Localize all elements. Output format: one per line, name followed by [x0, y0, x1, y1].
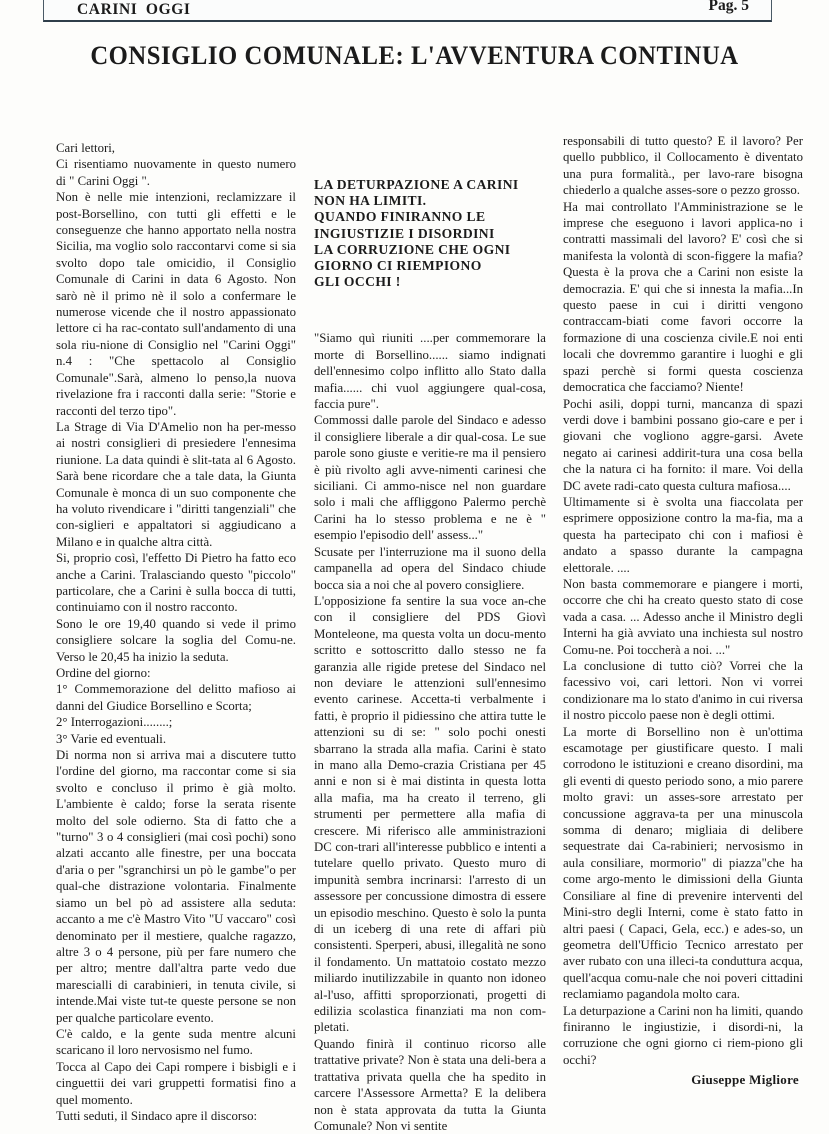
paragraph: La morte di Borsellino non è un'ottima escamotage per giustificare questo. I mali corrodono le istituzioni e creano disordini, ma gli eventi di questo periodo sono, a mio parere molto gravi: un asses-sore arrestato per concussione aggrava-ta per una minuscola somma di denaro; migliaia di delibere sequestrate dai Ca-rabinieri; nervosismo in aula consiliare, mormorio" di piazza"che ha come argo-mento le dimissioni della Giunta Consiliare al fine di prevenire interventi del Mini-stro degli Interni, come è stato fatto in altri paesi ( Capaci, Gela, ecc.) e ades-so, un geometra dell'Ufficio Tecnico arrestato per aver rubato con una illeci-ta conduttura acqua, quell'acqua comu-nale che noi poveri cittadini reclamiamo pagandola molto cara.: [563, 724, 803, 1002]
paragraph: Scusate per l'interruzione ma il suono della campanella ad opera del Sindaco chiude bocca sia a noi che al povero consigliere.: [314, 544, 546, 592]
headline-line: GLI OCCHI !: [314, 274, 401, 290]
article-title: CONSIGLIO COMUNALE: L'AVVENTURA CONTINUA: [90, 40, 739, 70]
paragraph: Tutti seduti, il Sindaco apre il discorso:: [56, 1108, 258, 1123]
paragraph: La Strage di Via D'Amelio non ha per-messo ai nostri consiglieri di presiedere l'ennesima riunione. La data quindi è slit-tata al 6 Agosto. Sarà bene ricordare che a tale data, la Giunta Comunale è monca di un suo componente che ha voluto rivendicare i "diritti tangenziali" che con-siglieri e appaltatori si aggiudicano a Milano e in qualche altra città.: [56, 419, 296, 549]
agenda-heading: Ordine del giorno:: [56, 666, 151, 680]
paragraph: Sono le ore 19,40 quando si vede il primo consigliere solcare la soglia del Comu-ne. Verso le 20,45 ha inizio la seduta.: [56, 616, 296, 664]
headline-line: INGIUSTIZIE I DISORDINI: [314, 225, 495, 241]
paragraph: Cari lettori,: [56, 141, 115, 155]
publication-name: CARINI OGGI: [77, 1, 191, 18]
headline-line: LA DETURPAZIONE A CARINI: [314, 177, 519, 192]
paragraph: Di norma non si arriva mai a discutere tutto l'ordine del giorno, ma raccontar come si sia svolto e concluso il primo è già molto. L'ambiente è caldo; forse la serata risente molto del sole odierno. Sta di fatto che a "turno" 3 o 4 consiglieri (mai così pochi) sono alzati accanto alle finestre, per una boccata d'aria o per "sgranchirsi un pò le gambe"o per qual-che distrazione volontaria. Finalmente siamo un bel pò ad assistere alla seduta: accanto a me c'è Mastro Vito "U vaccaro" così denominato per il mestiere, qualche ragazzo, altre 3 o 4 persone, più per fare numero che per altro; mentre dall'altra parte vedo due marescialli di carabinieri, in tenuta civile, si intende.Mai viste tut-te queste persone se non per qualche particolare evento.: [56, 748, 296, 1025]
paragraph: La conclusione di tutto ciò? Vorrei che la facessivo voi, cari lettori. Non vi vorrei condizionare ma lo stato d'animo in cui riversa il nostro piccolo paese non è degli ottimi.: [563, 659, 803, 723]
author-signature: Giuseppe Migliore: [691, 1072, 799, 1088]
paragraph: responsabili di tutto questo? E il lavoro? Per quello pubblico, il Collocamento è diventato una pura formalità., per lavo-rare bisogna chiederlo a qualche asses-sore o pezzo grosso.: [563, 134, 803, 198]
paragraph: L'opposizione fa sentire la sua voce an-che con il consigliere del PDS Giovì Monteleone, ma questa volta un docu-mento scritto e sottoscritto dallo stesso ne fa garanzia alle rigide pretese del Sindaco nel non deviare le attenzioni sull'ennesimo evento carinese. Accetta-ti verbalmente i fatti, è proprio il pidiessino che attira tutte le attenzioni su di se: " solo pochi onesti sbarrano la strada alla mafia. Carini è stato in mano alla Demo-crazia Cristiana per 45 anni e non si è mai distinta in questa lotta alla mafia, ma ha creato il terreno, gli strumenti per permettere alla mafia di crescere. Mi riferisco alle amministrazioni DC con-trari all'interesse pubblico e intenti a tutelare quello privato. Questo muro di impunità sembra incrinarsi: l'arresto di un assessore per concussione dimostra di essere un episodio meschino. Questo è solo la punta di un iceberg di una rete di affari più consistenti. Sperperi, abusi, illegalità ne sono il fondamento. Un mattatoio costato mezzo miliardo inutilizzabile in quanto non idoneo al-l'uso, affitti sproporzionati, progetti di edilizia scolastica finanziati ma non com-pletati.: [314, 593, 546, 1035]
headline-line: LA CORRUZIONE CHE OGNI: [314, 241, 511, 257]
paragraph: Non è nelle mie intenzioni, reclamizzare il post-Borsellino, con tutti gli effetti e le conseguenze che hanno apportato nella nostra Sicilia, ma voglio solo raccontarvi come si sia svolto dopo tale omicidio, il Consiglio Comunale di Carini in data 6 Agosto. Non sarò nè il primo nè il solo a confermare le numerose vicende che il nostro appassionato lettore ci ha rac-contato sull'andamento di una sola riu-nione di Consiglio nel "Carini Oggi" n.4 : "Che spettacolo al Consiglio Comunale".Sarà, almeno lo penso,la nuova rivelazione fra i racconti dalla serie: "Storie e racconti del terzo tipo".: [56, 190, 296, 418]
agenda-item: 2° Interrogazioni........;: [56, 715, 173, 730]
headline-line: QUANDO FINIRANNO LE: [314, 209, 486, 225]
paragraph: La deturpazione a Carini non ha limiti, quando finiranno le ingiustizie, i disordi-ni, la corruzione che ogni giorno ci riem-piono gli occhi?: [563, 1003, 803, 1067]
masthead: [43, 0, 772, 22]
agenda-item: 3° Varie ed eventuali.: [56, 731, 167, 746]
agenda-item: 1° Commemorazione del delitto mafioso ai danni del Giudice Borsellino e Scorta;: [56, 682, 296, 713]
paragraph: Ci risentiamo nuovamente in questo numero di " Carini Oggi ".: [56, 157, 296, 188]
paragraph: Tocca al Capo dei Capi rompere i bisbigli e i cinguettii dei vari gruppetti formatisi fino a quel momento.: [56, 1059, 296, 1107]
page-number: Pag. 5: [708, 0, 749, 14]
article-column-1: [56, 140, 296, 1124]
paragraph: Si, proprio così, l'effetto Di Pietro ha fatto eco anche a Carini. Tralasciando questo "piccolo" particolare, che a Carini è sulla bocca di tutti, continuiamo con il nostro racconto.: [56, 551, 296, 615]
headline-line: GIORNO CI RIEMPIONO: [314, 258, 482, 274]
paragraph: Non basta commemorare e piangere i morti, occorre che chi ha creato questo stato di cose vada a casa. ... Adesso anche il Ministro degli Interni ha già avviato una inchiesta sul nostro Comu-ne. Poi toccherà a noi. ...": [563, 576, 803, 657]
paragraph: Commossi dalle parole del Sindaco e adesso il consigliere liberale a dir qual-cosa. Le sue parole sono giuste e veritie-re ma il pensiero è più rivolto agli avve-nimenti carinesi che siciliani. Ci ammo-nisce nel non guardare solo i mali che affliggono Palermo perchè Carini ha lo stesso problema e ne è " esempio l'episodio dell' assess...": [314, 413, 546, 543]
article-column-2: [314, 177, 546, 1134]
paragraph: C'è caldo, e la gente suda mentre alcuni scaricano il loro nervosismo nel fumo.: [56, 1026, 296, 1058]
pull-quote-headline: [314, 177, 546, 290]
article-column-3: [563, 133, 803, 1089]
headline-line: NON HA LIMITI.: [314, 193, 427, 209]
paragraph: Ha mai controllato l'Amministrazione se le imprese che eseguono i lavori applica-no i contratti massimali del lavoro? E' così che si manifesta la volontà di scon-figgere la mafia? Questa è la prova che a Carini non esiste la democrazia. E' qui che si innesta la mafia...In questo paese in cui i diritti vengono contraccam-biati come favori occorre la formazione di una coscienza civile.E noi enti locali che dovremmo garantire i luoghi e gli spazi perchè si formi questa coscienza democratica che facciamo? Niente!: [563, 199, 803, 395]
paragraph: "Siamo quì riuniti ....per commemorare la morte di Borsellino...... siamo indignati dell'ennesimo colpo inflitto allo Stato dalla mafia...... chi vuol aggiungere qual-cosa, faccia pure".: [314, 331, 546, 412]
paragraph: Quando finirà il continuo ricorso alle trattative private? Non è stata una deli-bera a trattativa privata quella che ha spedito in carcere l'Assessore Armetta? E la delibera non è stata approvata da tutta la Giunta Comunale? Non vi sentite: [314, 1036, 546, 1133]
paragraph: Ultimamente si è svolta una fiaccolata per esprimere opposizione contro la ma-fia, ma a questa ha partecipato chi con i mafiosi è andato a spasso durante la campagna elettorale. ....: [563, 494, 803, 575]
paragraph: Pochi asili, doppi turni, mancanza di spazi verdi dove i bambini possano gio-care e per i giovani che vogliono aggre-garsi. Avete negato ai carinesi addirit-tura una cosa bella che la natura ci ha fornito: il mare. Voi della DC avete radi-cato questa cultura mafiosa....: [563, 396, 803, 493]
